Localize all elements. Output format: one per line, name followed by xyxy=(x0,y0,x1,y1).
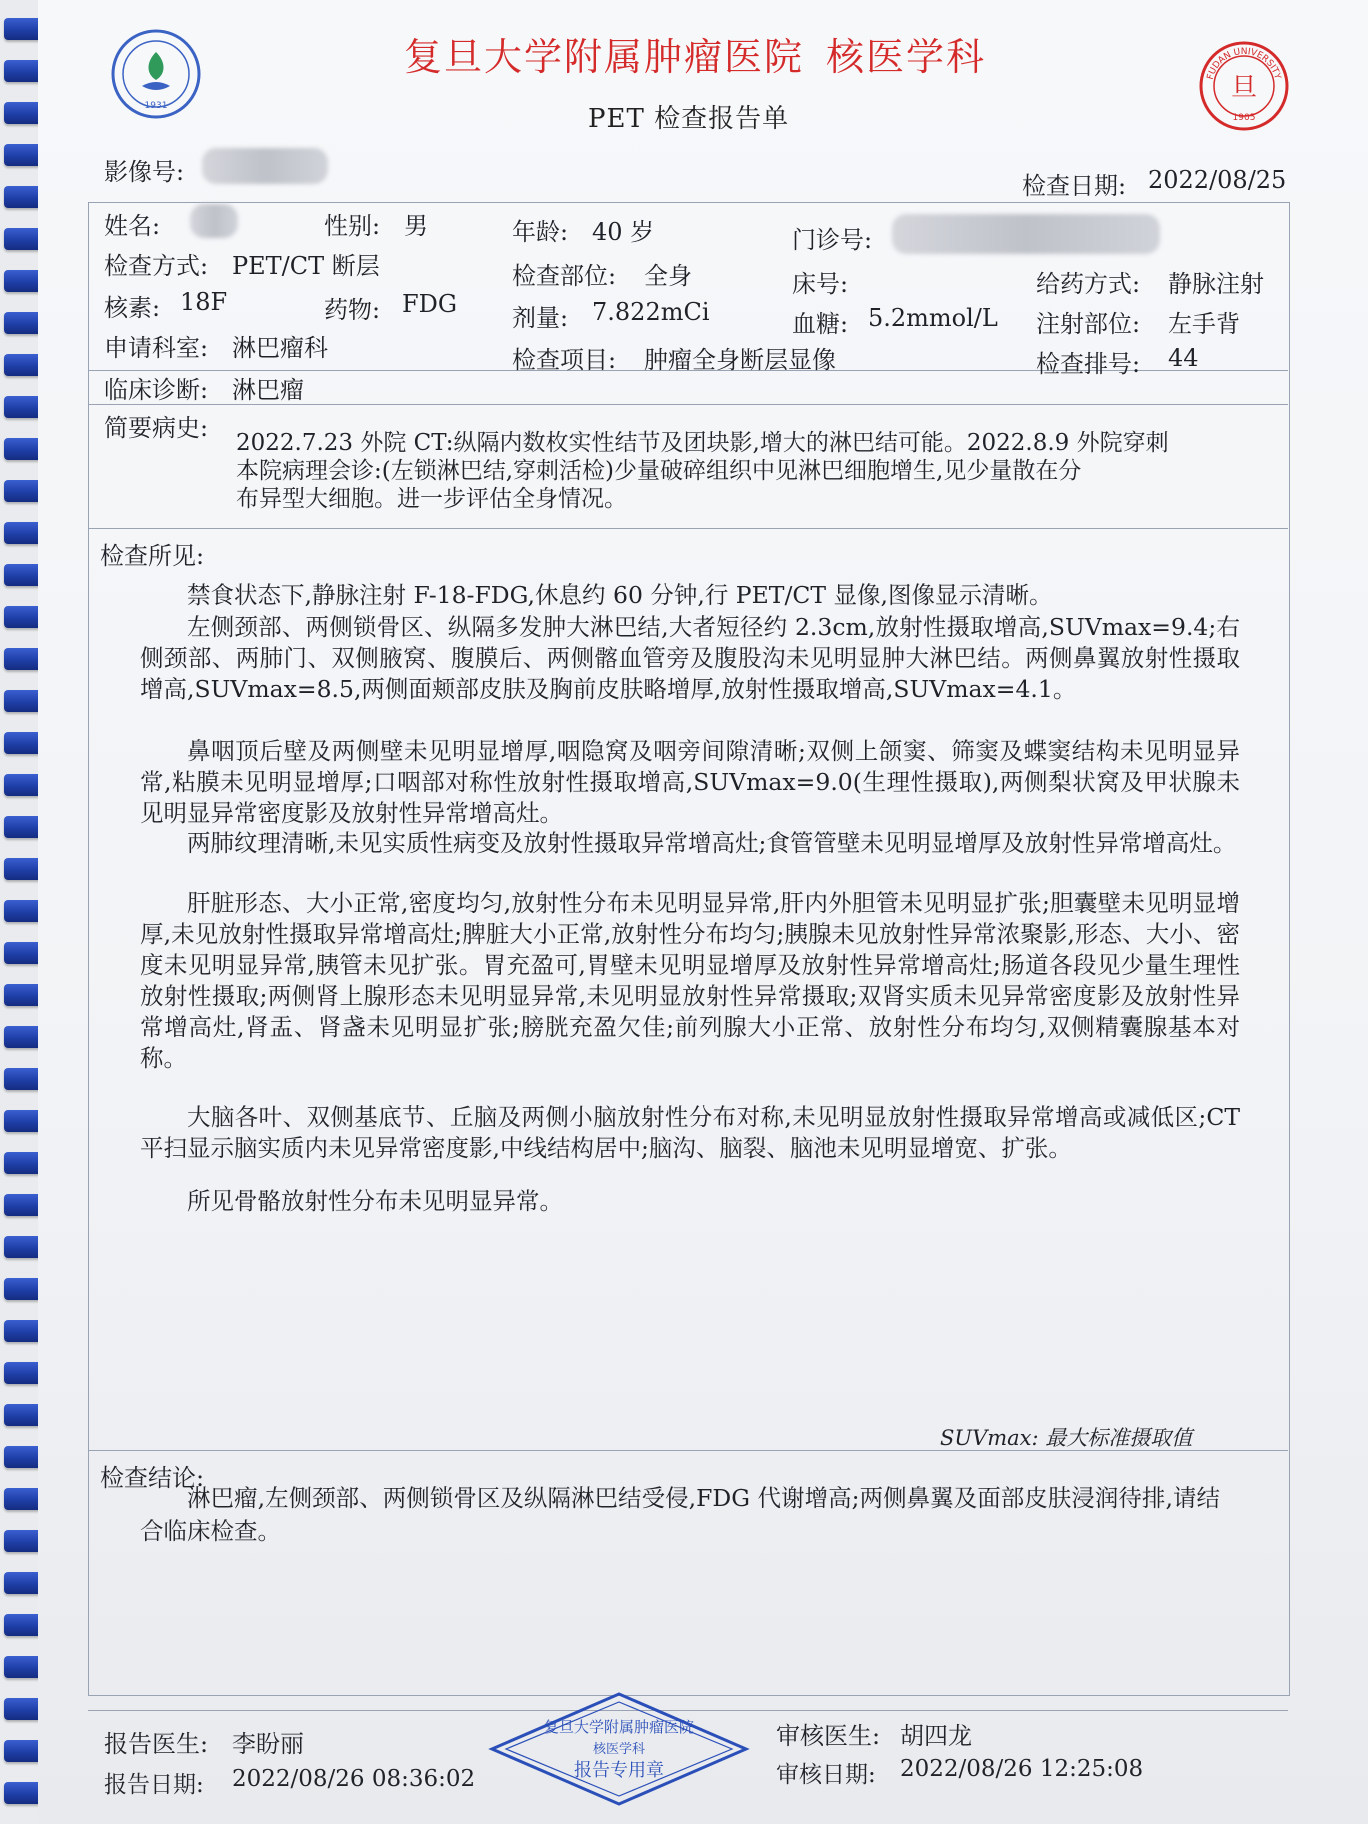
dept-label: 申请科室: xyxy=(104,334,209,362)
history-line: 2022.7.23 外院 CT:纵隔内数枚实性结节及团块影,增大的淋巴结可能。2022.8.9 外院穿刺 xyxy=(236,430,1169,456)
name-redacted xyxy=(190,204,238,238)
name-label: 姓名: xyxy=(104,212,161,240)
image-no-label: 影像号: xyxy=(104,158,185,186)
bed-label: 床号: xyxy=(792,270,849,298)
findings-paragraph: 所见骨骼放射性分布未见明显异常。 xyxy=(187,1187,563,1215)
suvmax-footnote: SUVmax: 最大标准摄取值 xyxy=(940,1426,1193,1450)
inj-site-label: 注射部位: xyxy=(1036,310,1141,338)
report-title: PET 检查报告单 xyxy=(588,104,790,134)
item-label: 检查项目: xyxy=(512,346,617,374)
report-date-value: 2022/08/26 08:36:02 xyxy=(232,1766,476,1792)
logo-left-year: 1931 xyxy=(144,101,168,111)
findings-paragraph: 大脑各叶、双侧基底节、丘脑及两侧小脑放射性分布对称,未见明显放射性摄取异常增高或减低区;CT 平扫显示脑实质内未见异常密度影,中线结构居中;脑沟、脑裂、脑池未见明显增宽、扩张。 xyxy=(140,1103,1240,1162)
drug-label: 药物: xyxy=(324,296,381,324)
drug-value: FDG xyxy=(402,290,458,318)
nuclide-value: 18F xyxy=(180,288,228,316)
diagnosis-value: 淋巴瘤 xyxy=(232,376,304,404)
review-date-label: 审核日期: xyxy=(776,1762,876,1788)
item-value: 肿瘤全身断层显像 xyxy=(644,346,836,374)
site-value: 全身 xyxy=(644,262,692,290)
sex-value: 男 xyxy=(404,212,428,240)
order-label: 检查排号: xyxy=(1036,350,1141,378)
nuclide-label: 核素: xyxy=(104,294,161,322)
age-label: 年龄: xyxy=(512,218,569,246)
hospital-logo-icon xyxy=(110,28,202,120)
findings-paragraph: 鼻咽顶后壁及两侧壁未见明显增厚,咽隐窝及咽旁间隙清晰;双侧上颌窦、筛窦及蝶窦结构未见明显异常,粘膜未见明显增厚;口咽部对称性放射性摄取增高,SUVmax=9.0(生理性摄取),两侧梨状窝及甲状腺未见明显异常密度影及放射性异常增高灶。 xyxy=(140,737,1240,827)
seal-char: 旦 xyxy=(1230,73,1258,103)
review-date-value: 2022/08/26 12:25:08 xyxy=(900,1756,1144,1782)
department-name: 核医学科 xyxy=(826,35,987,79)
glucose-label: 血糖: xyxy=(792,310,849,338)
history-line: 本院病理会诊:(左锁淋巴结,穿刺活检)少量破碎组织中见淋巴细胞增生,见少量散在分 xyxy=(236,458,1082,484)
report-date-label: 报告日期: xyxy=(104,1772,204,1798)
seal-year: 1905 xyxy=(1232,113,1256,123)
seal-text: FUDAN UNIVERSITY xyxy=(1205,46,1283,81)
university-seal-icon xyxy=(1198,40,1290,132)
age-value: 40 岁 xyxy=(592,218,655,246)
diagnosis-label: 临床诊断: xyxy=(104,376,209,404)
site-label: 检查部位: xyxy=(512,262,617,290)
dept-value: 淋巴瘤科 xyxy=(232,334,328,362)
clinic-no-label: 门诊号: xyxy=(792,226,873,254)
dose-value: 7.822mCi xyxy=(592,298,710,326)
exam-date-value: 2022/08/25 xyxy=(1148,166,1287,194)
stamp-line: 复旦大学附属肿瘤医院 xyxy=(543,1718,694,1736)
conclusion-text: 淋巴瘤,左侧颈部、两侧锁骨区及纵隔淋巴结受侵,FDG 代谢增高;两侧鼻翼及面部皮肤浸润待排,请结合临床检查。 xyxy=(140,1484,1220,1545)
sex-label: 性别: xyxy=(324,212,381,240)
findings-paragraph: 肝脏形态、大小正常,密度均匀,放射性分布未见明显异常,肝内外胆管未见明显扩张;胆囊壁未见明显增厚,未见放射性摄取异常增高灶;脾脏大小正常,放射性分布均匀;胰腺未见放射性异常浓聚影,形态、大小、密度未见明显异常,胰管未见扩张。胃充盈可,胃壁未见明显增厚及放射性异常增高灶;肠道各段见少量生理性放射性摄取;两侧肾上腺形态未见明显异常,未见明显放射性异常摄取;双肾实质未见异常密度影及放射性异常增高灶,肾盂、肾盏未见明显扩张;膀胱充盈欠佳;前列腺大小正常、放射性分布均匀,双侧精囊腺基本对称。 xyxy=(140,889,1240,1072)
image-no-redacted xyxy=(202,148,328,184)
findings-paragraph: 左侧颈部、两侧锁骨区、纵隔多发肿大淋巴结,大者短径约 2.3cm,放射性摄取增高,SUVmax=9.4;右侧颈部、两肺门、双侧腋窝、腹膜后、两侧髂血管旁及腹股沟未见明显肿大淋巴结。两侧鼻翼放射性摄取增高,SUVmax=8.5,两侧面颊部皮肤及胸前皮肤略增厚,放射性摄取增高,SUVmax=4.1。 xyxy=(140,613,1240,703)
method-label: 检查方式: xyxy=(104,252,209,280)
findings-paragraph: 禁食状态下,静脉注射 F-18-FDG,休息约 60 分钟,行 PET/CT 显像,图像显示清晰。 xyxy=(187,581,1053,609)
reviewer-label: 审核医生: xyxy=(776,1722,881,1750)
hospital-name: 复旦大学附属肿瘤医院 xyxy=(404,35,805,79)
history-label: 简要病史: xyxy=(104,414,209,442)
conclusion-label: 检查结论: xyxy=(100,1464,205,1492)
clinic-no-redacted xyxy=(892,214,1160,254)
report-stamp xyxy=(488,1690,750,1808)
order-value: 44 xyxy=(1168,344,1199,372)
route-value: 静脉注射 xyxy=(1168,270,1264,298)
history-line: 布异型大细胞。进一步评估全身情况。 xyxy=(236,486,627,512)
stamp-line: 核医学科 xyxy=(592,1742,645,1757)
exam-date-label: 检查日期: xyxy=(1022,172,1127,200)
reporter-value: 李盼丽 xyxy=(232,1730,304,1758)
inj-site-value: 左手背 xyxy=(1168,310,1240,338)
reviewer-value: 胡四龙 xyxy=(900,1722,972,1750)
stamp-line: 报告专用章 xyxy=(574,1760,664,1781)
reporter-label: 报告医生: xyxy=(104,1730,209,1758)
glucose-value: 5.2mmol/L xyxy=(868,304,998,332)
dose-label: 剂量: xyxy=(512,304,569,332)
method-value: PET/CT 断层 xyxy=(232,252,380,280)
route-label: 给药方式: xyxy=(1036,270,1141,298)
divider xyxy=(88,528,1288,529)
findings-label: 检查所见: xyxy=(100,542,205,570)
findings-paragraph: 两肺纹理清晰,未见实质性病变及放射性摄取异常增高灶;食管管壁未见明显增厚及放射性异常增高灶。 xyxy=(187,829,1237,857)
